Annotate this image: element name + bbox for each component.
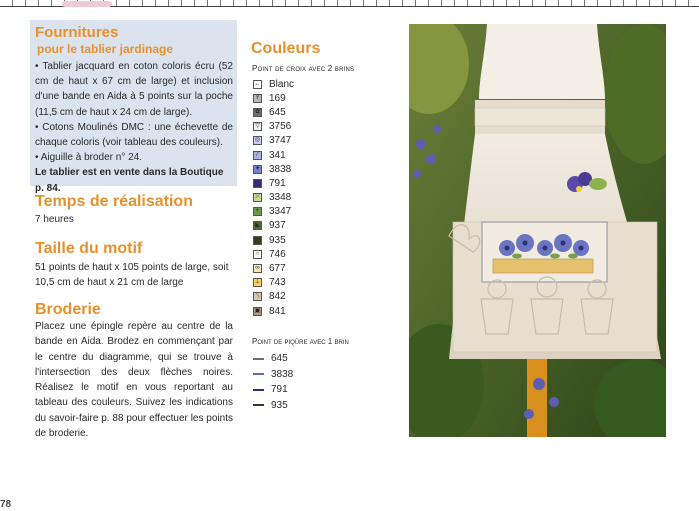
backstitch-row: [253, 367, 293, 383]
colors-title: Couleurs: [251, 40, 321, 57]
backstitch-row: [253, 398, 293, 414]
color-code: 3838: [269, 163, 292, 175]
color-code: 3348: [269, 192, 292, 204]
color-code: 841: [269, 305, 286, 317]
supplies-note: Le tablier est en vente dans la Boutique p. 84.: [35, 167, 224, 194]
legend-row: [253, 191, 294, 205]
slash-icon: ⁄: [253, 151, 262, 160]
legend-row: [253, 134, 294, 148]
line-swatch-icon: [253, 358, 264, 360]
backstitch-label: Point de piqûre avec 1 brin: [252, 337, 349, 346]
color-code: 937: [269, 220, 286, 232]
size-title: Taille du motif: [35, 240, 143, 257]
supplies-title: Fournitures: [35, 24, 119, 41]
color-code: 743: [269, 277, 286, 289]
plus-icon: +: [253, 207, 262, 216]
top-ornament: [62, 1, 112, 7]
legend-row: [253, 290, 294, 304]
color-code: 645: [269, 106, 286, 118]
legend-row: [253, 120, 294, 134]
embroidery-text: Placez une épingle repère au centre de la bande en Aida. Brodez en commençant par le centre du diagramme, qui se trouve à l'intersection des deux flèches noires. Réalisez le motif en vous reportant au tableau des couleurs. Suivez les indications du savoir-faire p. 88 pour effectuer les points de broderie.: [35, 321, 233, 440]
color-code: Blanc: [269, 78, 295, 90]
apron-photo: [409, 24, 666, 437]
supplies-item: • Tablier jacquard en coton coloris écru (52 cm de haut x 67 cm de large) et inclusion d'une bande en Aida à 5 points sur la poche (11,5 cm de haut x 24 cm de large).: [35, 61, 233, 118]
legend-row: [253, 91, 294, 105]
color-code: 341: [269, 149, 286, 161]
line-swatch-icon: [253, 389, 264, 391]
triangle-down-icon: ▽: [253, 122, 262, 131]
legend-row: [253, 205, 294, 219]
supplies-list: [35, 59, 233, 196]
color-code: 842: [269, 291, 286, 303]
embroidery-title: Broderie: [35, 301, 101, 318]
color-code: 791: [271, 384, 288, 396]
color-code: 935: [269, 234, 286, 246]
flower-icon: ✿: [254, 108, 261, 115]
backstitch-row: [253, 351, 293, 367]
circle-dot-icon: ◎: [254, 137, 261, 144]
legend-row: [253, 233, 294, 247]
legend-row: [253, 105, 294, 119]
color-code: 935: [271, 399, 288, 411]
legend-row: [253, 176, 294, 190]
legend-row: [253, 247, 294, 261]
supplies-item: • Aiguille à broder n° 24.: [35, 152, 143, 164]
time-value: 7 heures: [35, 214, 74, 225]
corner-icon: ◣: [253, 221, 262, 230]
backstitch-legend: [253, 351, 293, 413]
line-swatch-icon: [253, 373, 264, 375]
color-code: 3347: [269, 206, 292, 218]
supplies-item: • Cotons Moulinés DMC : une échevette de chaque coloris (voir tableau des couleurs).: [35, 121, 233, 149]
legend-row: [253, 261, 294, 275]
up-tack-icon: ⊥: [254, 279, 261, 286]
page-number: 78: [0, 499, 12, 510]
loop-icon: ∞: [253, 264, 262, 273]
legend-row: [253, 77, 294, 91]
circle-icon: ○: [253, 250, 262, 259]
legend-row: [253, 148, 294, 162]
size-text: 51 points de haut x 105 points de large, soit 10,5 cm de haut x 21 cm de large: [35, 262, 229, 289]
color-code: 3747: [269, 135, 292, 147]
color-code: 791: [269, 177, 286, 189]
cross-stitch-legend: [253, 77, 294, 318]
solid-square-icon: [253, 236, 262, 245]
color-code: 3756: [269, 121, 292, 133]
color-code: 746: [269, 248, 286, 260]
backstitch-row: [253, 382, 293, 398]
diagonal-icon: ⟍: [253, 292, 262, 301]
solid-square-icon: [253, 179, 262, 188]
time-title: Temps de réalisation: [35, 193, 193, 210]
legend-row: [253, 276, 294, 290]
arrow-left-icon: ←: [254, 80, 261, 87]
supplies-subtitle: pour le tablier jardinage: [37, 42, 174, 56]
cross-stitch-label: Point de croix avec 2 brins: [252, 64, 355, 73]
star-icon: ✦: [254, 165, 261, 172]
color-code: 3838: [271, 368, 294, 380]
legend-row: [253, 219, 294, 233]
color-code: 645: [271, 353, 288, 365]
legend-row: [253, 162, 294, 176]
color-code: 169: [269, 92, 286, 104]
square-in-square-icon: ▣: [254, 307, 261, 314]
apron-photo-illustration: [409, 24, 666, 437]
letter-y-icon: Y: [253, 94, 262, 103]
legend-row: [253, 304, 294, 318]
cross-arrow-icon: ⤫: [253, 193, 262, 202]
color-code: 677: [269, 263, 286, 275]
line-swatch-icon: [253, 404, 264, 406]
